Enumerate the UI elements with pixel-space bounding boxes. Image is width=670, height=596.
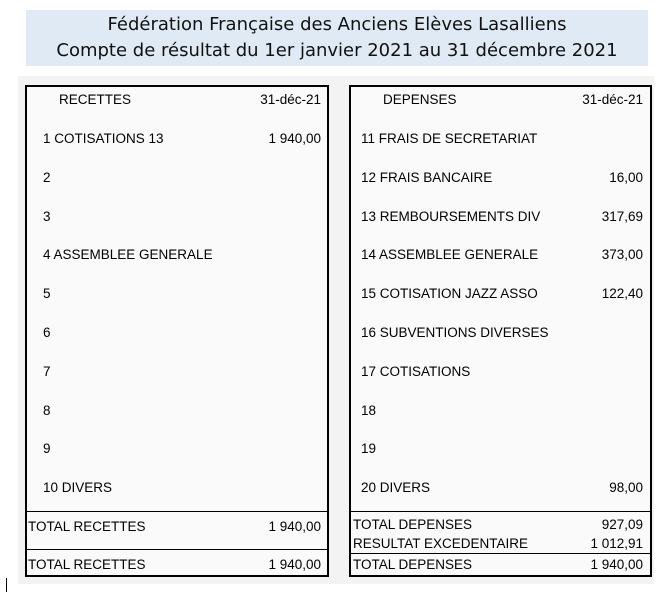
depenses-grand-total-row	[351, 556, 650, 574]
recettes-row	[27, 402, 327, 420]
recettes-row	[27, 479, 327, 497]
recettes-row-label: 9	[43, 441, 51, 456]
depenses-header-date: 31-déc-21	[582, 92, 643, 107]
recettes-row-label: 1 COTISATIONS 13	[43, 131, 164, 146]
depenses-row-label: 15 COTISATION JAZZ ASSO	[361, 286, 538, 301]
report-title: Compte de résultat du 1er janvier 2021 au 31 décembre 2021	[56, 40, 618, 61]
recettes-header-label: RECETTES	[59, 92, 132, 107]
depenses-row-value: 122,40	[601, 286, 643, 301]
recettes-row	[27, 285, 327, 303]
depenses-row-label: 20 DIVERS	[361, 480, 431, 495]
recettes-row-label: 5	[43, 286, 51, 301]
recettes-row-label: 7	[43, 364, 51, 379]
recettes-grand-total-row	[27, 556, 327, 574]
depenses-row	[351, 440, 650, 458]
recettes-row-value: 1 940,00	[268, 131, 321, 146]
depenses-resultat-value: 1 012,91	[590, 536, 643, 551]
depenses-resultat-label: RESULTAT EXCEDENTAIRE	[353, 536, 529, 551]
depenses-row-label: 12 FRAIS BANCAIRE	[361, 170, 493, 185]
depenses-header	[351, 91, 650, 109]
recettes-row	[27, 208, 327, 226]
depenses-resultat-row	[351, 535, 650, 553]
depenses-row	[351, 324, 650, 342]
recettes-row	[27, 440, 327, 458]
depenses-row-value: 98,00	[609, 480, 643, 495]
divider	[351, 511, 650, 512]
depenses-row-label: 17 COTISATIONS	[361, 364, 471, 379]
divider	[351, 553, 650, 554]
depenses-row-value: 16,00	[609, 170, 643, 185]
recettes-row-label: 8	[43, 403, 51, 418]
depenses-total-value: 927,09	[601, 517, 643, 532]
depenses-row	[351, 246, 650, 264]
depenses-row-label: 16 SUBVENTIONS DIVERSES	[361, 325, 549, 340]
depenses-panel	[349, 85, 652, 577]
depenses-row	[351, 479, 650, 497]
depenses-row-value: 373,00	[601, 247, 643, 262]
recettes-row	[27, 324, 327, 342]
recettes-row-label: 4 ASSEMBLEE GENERALE	[43, 247, 213, 262]
depenses-row-value: 317,69	[601, 209, 643, 224]
depenses-row	[351, 285, 650, 303]
depenses-row-label: 14 ASSEMBLEE GENERALE	[361, 247, 539, 262]
depenses-row-label: 11 FRAIS DE SECRETARIAT	[361, 131, 538, 146]
depenses-total-row	[351, 516, 650, 534]
recettes-grand-total-value: 1 940,00	[268, 557, 321, 572]
recettes-row	[27, 363, 327, 381]
recettes-row-label: 3	[43, 209, 51, 224]
recettes-total-value: 1 940,00	[268, 519, 321, 534]
depenses-row	[351, 130, 650, 148]
recettes-row	[27, 130, 327, 148]
recettes-total-label: TOTAL RECETTES	[28, 519, 146, 534]
depenses-row	[351, 169, 650, 187]
recettes-header	[27, 91, 327, 109]
recettes-total-row	[27, 518, 327, 536]
document-title-banner	[26, 10, 648, 66]
depenses-header-label: DEPENSES	[383, 92, 457, 107]
depenses-row-label: 19	[361, 441, 377, 456]
divider	[27, 511, 327, 512]
recettes-row	[27, 169, 327, 187]
recettes-row	[27, 246, 327, 264]
recettes-row-label: 10 DIVERS	[43, 480, 113, 495]
recettes-header-date: 31-déc-21	[260, 92, 321, 107]
text-cursor	[6, 578, 7, 592]
recettes-grand-total-label: TOTAL RECETTES	[28, 557, 146, 572]
depenses-row	[351, 208, 650, 226]
recettes-row-label: 6	[43, 325, 51, 340]
recettes-panel	[25, 85, 329, 577]
depenses-total-label: TOTAL DEPENSES	[353, 517, 473, 532]
depenses-row	[351, 402, 650, 420]
depenses-grand-total-label: TOTAL DEPENSES	[353, 557, 473, 572]
depenses-grand-total-value: 1 940,00	[590, 557, 643, 572]
depenses-row	[351, 363, 650, 381]
divider	[27, 549, 327, 550]
federation-title: Fédération Française des Anciens Elèves Lasalliens	[107, 14, 567, 35]
depenses-row-label: 13 REMBOURSEMENTS DIV	[361, 209, 541, 224]
recettes-row-label: 2	[43, 170, 51, 185]
depenses-row-label: 18	[361, 403, 377, 418]
